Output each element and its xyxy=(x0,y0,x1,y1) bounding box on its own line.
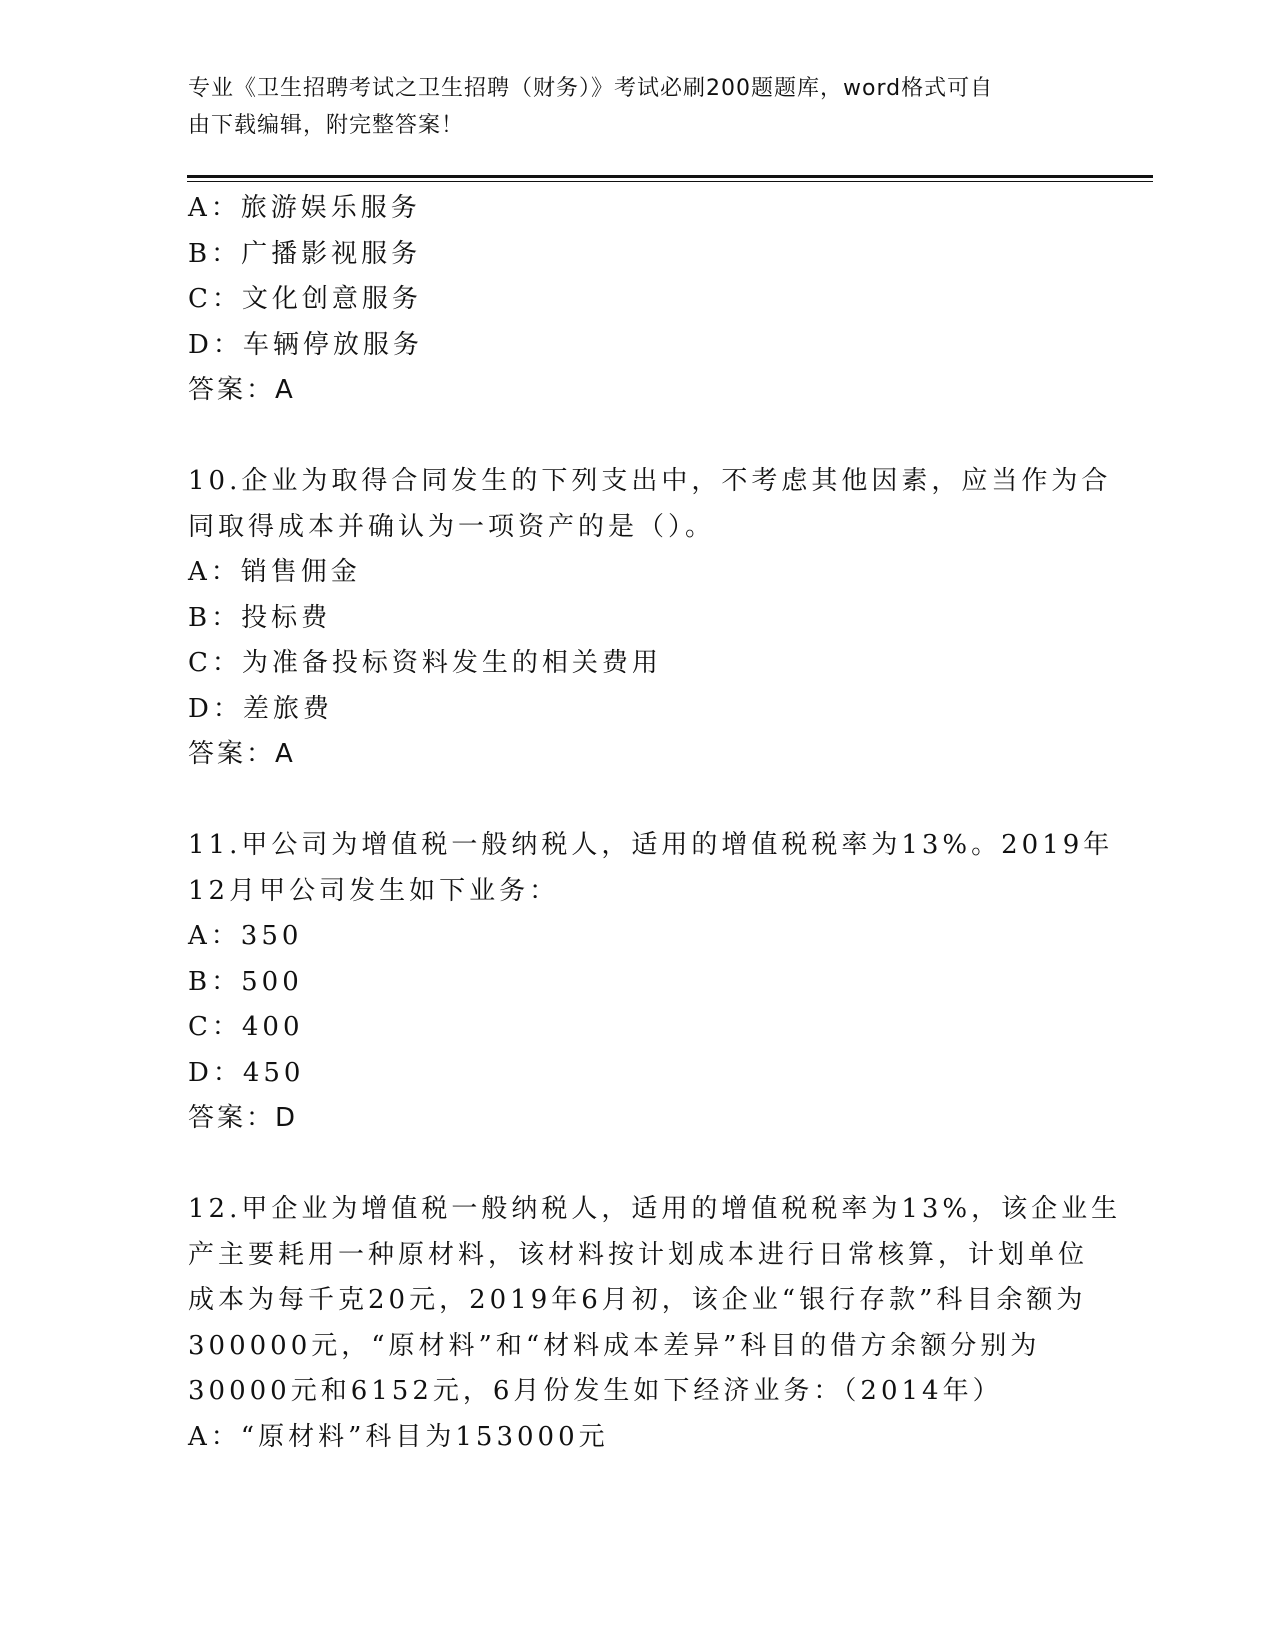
spacer xyxy=(188,414,1088,460)
option-b: B：广播影视服务 xyxy=(188,238,422,269)
answer: 答案：A xyxy=(188,375,296,405)
question-list xyxy=(188,186,1122,1460)
option-a: A：旅游娱乐服务 xyxy=(188,193,421,223)
header-line-2: 由下载编辑，附完整答案！ xyxy=(188,113,465,138)
question-stem: 11.甲公司为增值税一般纳税人，适用的增值税税率为13%。2019年 xyxy=(188,830,1114,860)
document-header xyxy=(188,70,1068,144)
option-a: A：350 xyxy=(188,921,303,951)
spacer xyxy=(188,778,1088,824)
question-stem: 同取得成本并确认为一项资产的是（）。 xyxy=(188,511,716,542)
option-a: A：“原材料”科目为153000元 xyxy=(188,1421,609,1452)
option-d: D：车辆停放服务 xyxy=(188,329,423,360)
answer: 答案：D xyxy=(188,1103,299,1133)
header-divider-thick xyxy=(187,175,1153,178)
option-b: B：投标费 xyxy=(188,602,332,633)
question-stem: 300000元，“原材料”和“材料成本差异”科目的借方余额分别为 xyxy=(188,1330,1041,1361)
question-stem: 10.企业为取得合同发生的下列支出中，不考虑其他因素，应当作为合 xyxy=(188,466,1112,496)
question-9 xyxy=(188,186,1088,414)
question-stem: 12月甲公司发生如下业务： xyxy=(188,875,560,906)
option-c: C：400 xyxy=(188,1012,304,1042)
question-stem: 成本为每千克20元，2019年6月初，该企业“银行存款”科目余额为 xyxy=(188,1285,1087,1315)
question-11 xyxy=(188,823,1114,1142)
spacer xyxy=(188,1142,1088,1188)
option-c: C：为准备投标资料发生的相关费用 xyxy=(188,648,662,678)
question-stem: 产主要耗用一种原材料，该材料按计划成本进行日常核算，计划单位 xyxy=(188,1239,1089,1270)
option-a: A：销售佣金 xyxy=(188,557,361,587)
question-stem: 30000元和6152元，6月份发生如下经济业务：（2014年） xyxy=(188,1376,1003,1406)
question-stem: 12.甲企业为增值税一般纳税人，适用的增值税税率为13%，该企业生 xyxy=(188,1194,1122,1224)
question-10 xyxy=(188,459,1112,778)
option-d: D：差旅费 xyxy=(188,693,333,724)
header-line-1: 专业《卫生招聘考试之卫生招聘（财务）》考试必刷200题题库，word格式可自 xyxy=(188,76,994,101)
question-12 xyxy=(188,1187,1122,1460)
option-c: C：文化创意服务 xyxy=(188,284,422,314)
option-b: B：500 xyxy=(188,966,303,997)
header-divider-thin xyxy=(187,181,1153,182)
option-d: D：450 xyxy=(188,1057,305,1088)
answer: 答案：A xyxy=(188,739,296,769)
